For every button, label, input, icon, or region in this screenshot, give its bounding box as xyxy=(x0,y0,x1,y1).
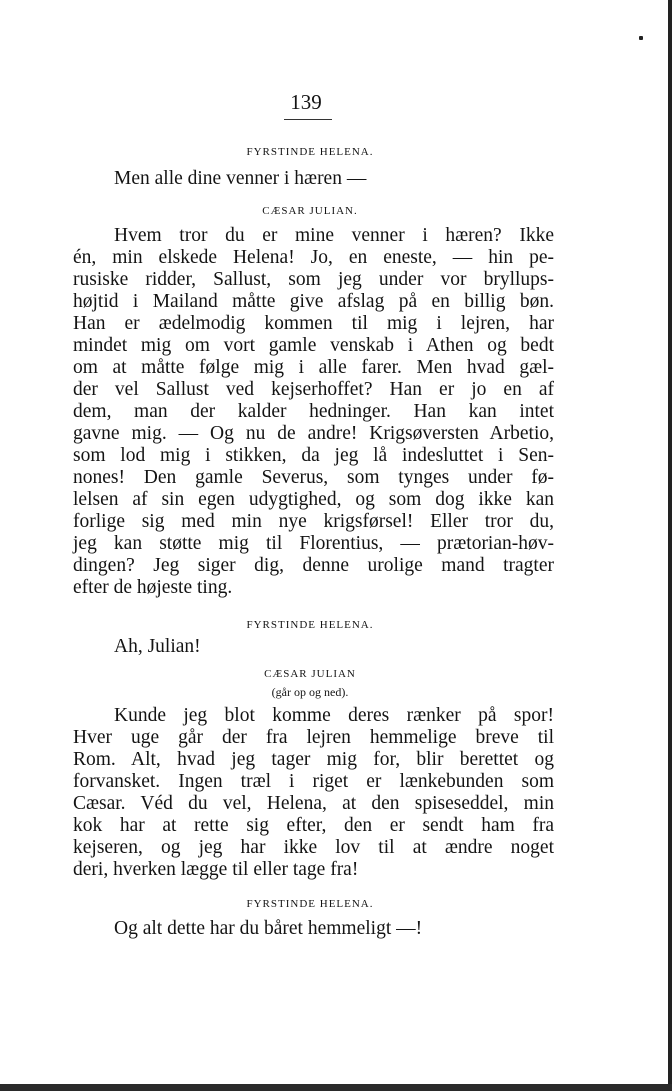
dialogue-line: efter de højeste ting. xyxy=(73,577,233,598)
dialogue-line: Cæsar. Véd du vel, Helena, at den spiseseddel, min xyxy=(73,793,554,814)
dialogue-line: jeg kan støtte mig til Florentius, — prætorian-høv- xyxy=(73,533,554,554)
dialogue-line: rusiske ridder, Sallust, som jeg under vor bryllups- xyxy=(73,269,554,290)
dialogue-line: Og alt dette har du båret hemmeligt —! xyxy=(114,918,423,939)
dialogue-line: nones! Den gamle Severus, som tynges under fø- xyxy=(73,467,554,488)
ink-speck xyxy=(639,36,643,40)
dialogue-line: forvansket. Ingen træl i riget er lænkebunden som xyxy=(73,771,554,792)
dialogue-line: Hvem tror du er mine venner i hæren? Ikke xyxy=(114,225,554,246)
dialogue-line: Rom. Alt, hvad jeg tager mig for, blir berettet og xyxy=(73,749,554,770)
dialogue-line: dem, man der kalder hedninger. Han kan intet xyxy=(73,401,554,422)
scan-edge-bottom xyxy=(0,1084,672,1091)
stage-direction: (går op og ned). xyxy=(271,685,349,699)
speaker-heading: CÆSAR JULIAN xyxy=(264,668,356,680)
dialogue-line: Han er ædelmodig kommen til mig i lejren, har xyxy=(73,313,554,334)
page-number: 139 xyxy=(290,90,322,114)
dialogue-line: dingen? Jeg siger dig, denne urolige mand tragter xyxy=(73,555,554,576)
page-number-rule xyxy=(284,119,332,120)
dialogue-line: om at måtte følge mig i alle farer. Men hvad gæl- xyxy=(73,357,554,378)
dialogue-line: højtid i Mailand måtte give afslag på en billig bøn. xyxy=(73,291,554,312)
dialogue-line: deri, hverken lægge til eller tage fra! xyxy=(73,859,359,880)
dialogue-line: én, min elskede Helena! Jo, en eneste, — hin pe- xyxy=(73,247,554,268)
dialogue-line: som lod mig i stikken, da jeg lå indesluttet i Sen- xyxy=(73,445,554,466)
speaker-heading: FYRSTINDE HELENA. xyxy=(246,146,374,158)
dialogue-line: Ah, Julian! xyxy=(114,636,201,657)
dialogue-line: gavne mig. — Og nu de andre! Krigsøversten Arbetio, xyxy=(73,423,554,444)
speaker-heading: FYRSTINDE HELENA. xyxy=(246,898,374,910)
scan-edge-right xyxy=(668,0,672,1091)
dialogue-line: mindet mig om vort gamle venskab i Athen og bedt xyxy=(73,335,554,356)
dialogue-line: Men alle dine venner i hæren — xyxy=(114,168,367,189)
dialogue-line: kok har at rette sig efter, den er sendt ham fra xyxy=(73,815,554,836)
dialogue-line: der vel Sallust ved kejserhoffet? Han er jo en af xyxy=(73,379,554,400)
dialogue-line: lelsen af sin egen udygtighed, og som dog ikke kan xyxy=(73,489,554,510)
dialogue-line: forlige sig med min nye krigsførsel! Eller tror du, xyxy=(73,511,554,532)
dialogue-line: Hver uge går der fra lejren hemmelige breve til xyxy=(73,727,554,748)
dialogue-line: kejseren, og jeg har ikke lov til at ændre noget xyxy=(73,837,554,858)
speaker-heading: FYRSTINDE HELENA. xyxy=(246,619,374,631)
speaker-heading: CÆSAR JULIAN. xyxy=(262,205,358,217)
dialogue-line: Kunde jeg blot komme deres rænker på spor! xyxy=(114,705,554,726)
